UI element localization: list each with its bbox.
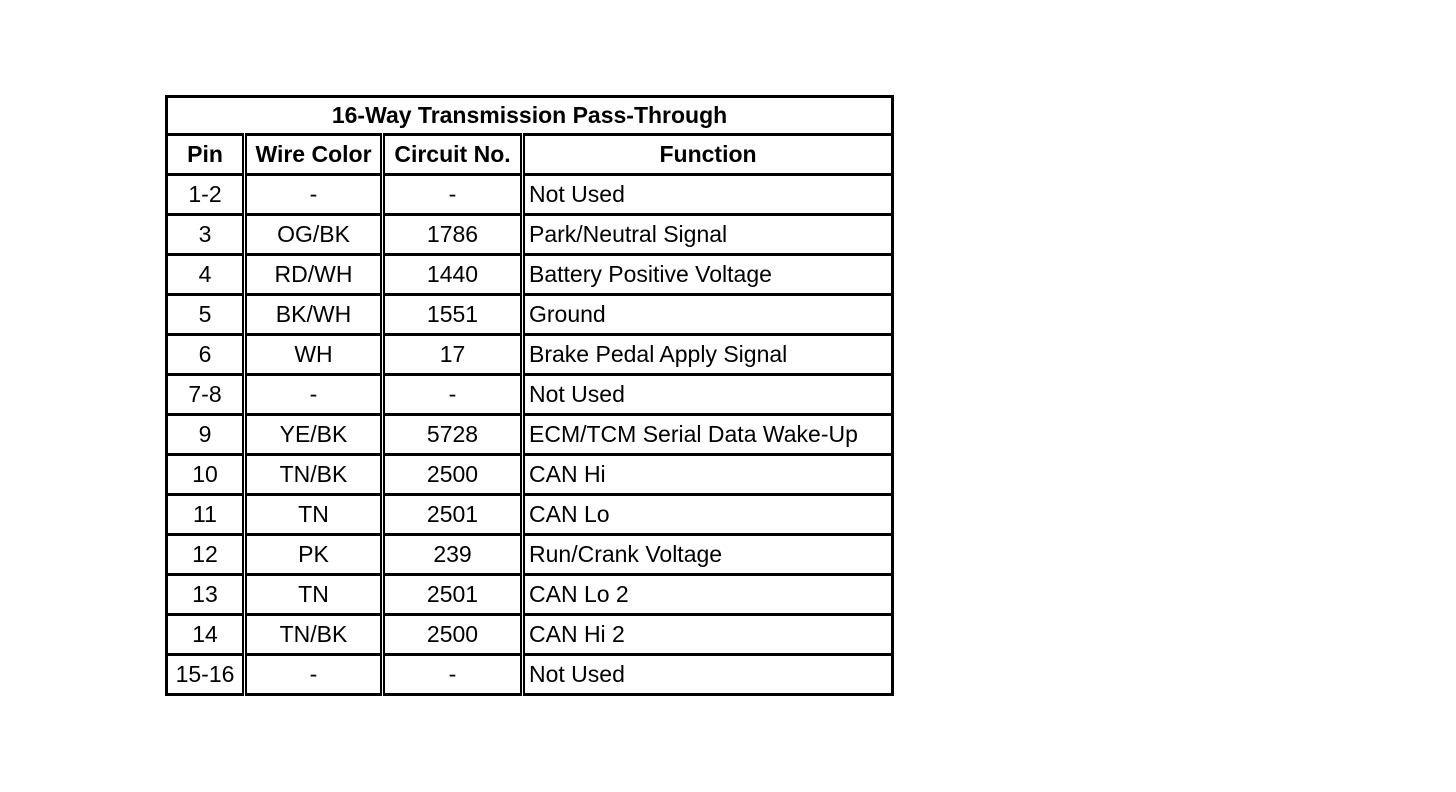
- cell-circuit-no: -: [383, 375, 523, 415]
- header-wire-color: Wire Color: [245, 135, 383, 175]
- cell-function: ECM/TCM Serial Data Wake-Up: [523, 415, 893, 455]
- cell-circuit-no: -: [383, 175, 523, 215]
- table-header-row: [167, 135, 893, 175]
- cell-pin: 13: [167, 575, 245, 615]
- cell-function: Park/Neutral Signal: [523, 215, 893, 255]
- table-row: [167, 255, 893, 295]
- table-row: [167, 535, 893, 575]
- cell-pin: 9: [167, 415, 245, 455]
- cell-function: CAN Lo: [523, 495, 893, 535]
- cell-wire-color: TN: [245, 575, 383, 615]
- cell-wire-color: -: [245, 655, 383, 695]
- table-title: 16-Way Transmission Pass-Through: [167, 97, 893, 135]
- cell-pin: 5: [167, 295, 245, 335]
- header-pin: Pin: [167, 135, 245, 175]
- cell-pin: 7-8: [167, 375, 245, 415]
- cell-wire-color: PK: [245, 535, 383, 575]
- cell-circuit-no: 1440: [383, 255, 523, 295]
- cell-pin: 11: [167, 495, 245, 535]
- cell-wire-color: RD/WH: [245, 255, 383, 295]
- cell-function: Not Used: [523, 175, 893, 215]
- cell-wire-color: YE/BK: [245, 415, 383, 455]
- cell-circuit-no: 1786: [383, 215, 523, 255]
- cell-circuit-no: 17: [383, 335, 523, 375]
- cell-wire-color: -: [245, 175, 383, 215]
- cell-pin: 6: [167, 335, 245, 375]
- cell-function: Ground: [523, 295, 893, 335]
- cell-wire-color: BK/WH: [245, 295, 383, 335]
- table-row: [167, 655, 893, 695]
- header-function: Function: [523, 135, 893, 175]
- cell-function: Battery Positive Voltage: [523, 255, 893, 295]
- cell-pin: 3: [167, 215, 245, 255]
- table-row: [167, 495, 893, 535]
- table-row: [167, 175, 893, 215]
- table-row: [167, 335, 893, 375]
- cell-function: CAN Hi 2: [523, 615, 893, 655]
- cell-function: CAN Lo 2: [523, 575, 893, 615]
- cell-wire-color: -: [245, 375, 383, 415]
- cell-wire-color: OG/BK: [245, 215, 383, 255]
- cell-function: Not Used: [523, 655, 893, 695]
- table-row: [167, 215, 893, 255]
- table-row: [167, 615, 893, 655]
- cell-pin: 15-16: [167, 655, 245, 695]
- cell-circuit-no: 5728: [383, 415, 523, 455]
- cell-pin: 1-2: [167, 175, 245, 215]
- header-circuit-no: Circuit No.: [383, 135, 523, 175]
- pinout-table: [165, 95, 894, 696]
- table-row: [167, 375, 893, 415]
- cell-circuit-no: 2500: [383, 615, 523, 655]
- cell-wire-color: WH: [245, 335, 383, 375]
- cell-function: Brake Pedal Apply Signal: [523, 335, 893, 375]
- table-row: [167, 455, 893, 495]
- cell-pin: 10: [167, 455, 245, 495]
- cell-circuit-no: 1551: [383, 295, 523, 335]
- table-row: [167, 415, 893, 455]
- cell-circuit-no: 2501: [383, 575, 523, 615]
- cell-function: Not Used: [523, 375, 893, 415]
- cell-pin: 14: [167, 615, 245, 655]
- cell-wire-color: TN/BK: [245, 615, 383, 655]
- cell-circuit-no: -: [383, 655, 523, 695]
- table-row: [167, 295, 893, 335]
- table-row: [167, 575, 893, 615]
- cell-wire-color: TN: [245, 495, 383, 535]
- table-title-row: [167, 97, 893, 135]
- cell-circuit-no: 239: [383, 535, 523, 575]
- cell-circuit-no: 2500: [383, 455, 523, 495]
- cell-function: Run/Crank Voltage: [523, 535, 893, 575]
- cell-circuit-no: 2501: [383, 495, 523, 535]
- cell-wire-color: TN/BK: [245, 455, 383, 495]
- cell-pin: 12: [167, 535, 245, 575]
- cell-pin: 4: [167, 255, 245, 295]
- cell-function: CAN Hi: [523, 455, 893, 495]
